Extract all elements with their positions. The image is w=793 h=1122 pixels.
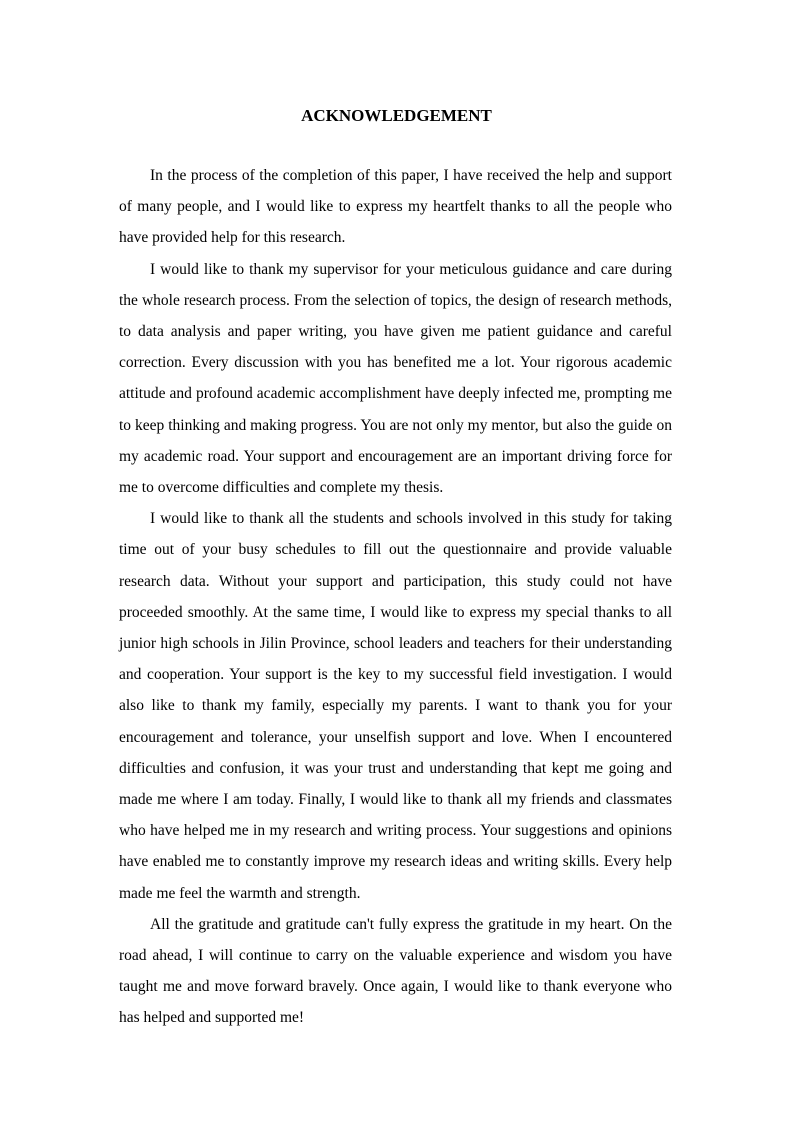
page-title: ACKNOWLEDGEMENT bbox=[301, 106, 492, 125]
acknowledgement-body bbox=[119, 160, 672, 1034]
paragraph-intro: In the process of the completion of this paper, I have received the help and support of many people, and I would like to express my heartfelt thanks to all the people who have provided help for this research. bbox=[119, 167, 672, 247]
paragraph-supervisor: I would like to thank my supervisor for your meticulous guidance and care during the whole research process. From the selection of topics, the design of research methods, to data analysis and paper writing, you have given me patient guidance and careful correction. Every discussion with you has benefited me a lot. Your rigorous academic attitude and profound academic accomplishment have deeply infected me, prompting me to keep thinking and making progress. You are not only my mentor, but also the guide on my academic road. Your support and encouragement are an important driving force for me to overcome difficulties and complete my thesis. bbox=[119, 260, 672, 497]
paragraph-closing: All the gratitude and gratitude can't fully express the gratitude in my heart. On the road ahead, I will continue to carry on the valuable experience and wisdom you have taught me and move forward bravely. Once again, I would like to thank everyone who has helped and supported me! bbox=[119, 915, 672, 1027]
paragraph-participants-family: I would like to thank all the students and schools involved in this study for taking time out of your busy schedules to fill out the questionnaire and provide valuable research data. Without your support and participation, this study could not have proceeded smoothly. At the same time, I would like to express my special thanks to all junior high schools in Jilin Province, school leaders and teachers for their understanding and cooperation. Your support is the key to my successful field investigation. I would also like to thank my family, especially my parents. I want to thank you for your encouragement and tolerance, your unselfish support and love. When I encountered difficulties and confusion, it was your trust and understanding that kept me going and made me where I am today. Finally, I would like to thank all my friends and classmates who have helped me in my research and writing process. Your suggestions and opinions have enabled me to constantly improve my research ideas and writing skills. Every help made me feel the warmth and strength. bbox=[119, 510, 672, 902]
